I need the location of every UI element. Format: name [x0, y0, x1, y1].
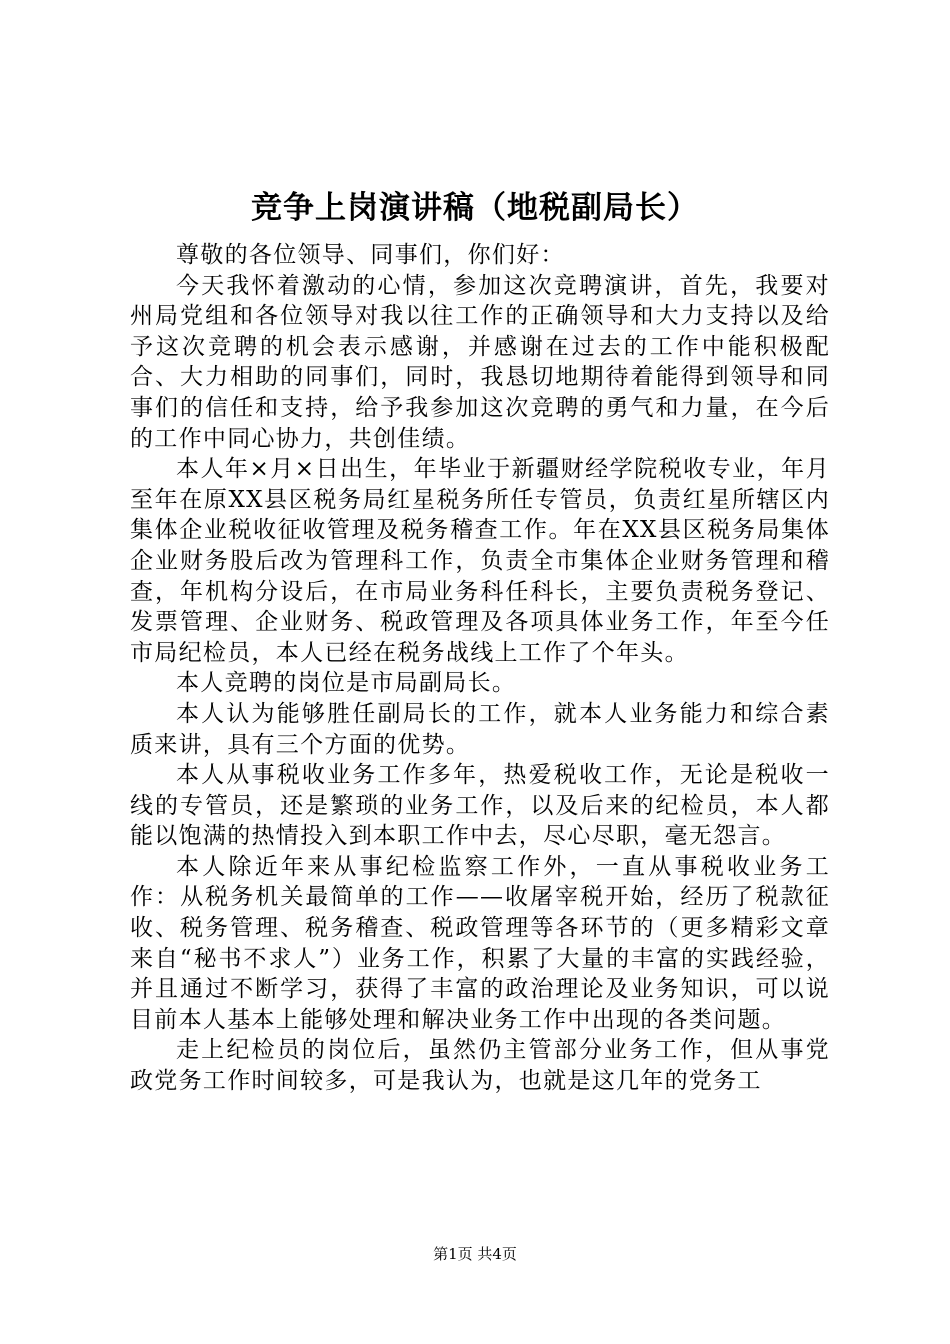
paragraph-advantage-3: 走上纪检员的岗位后，虽然仍主管部分业务工作，但从事党政党务工作时间较多，可是我认为，也就是这几年的党务工 — [130, 1037, 830, 1095]
paragraph-thanks: 今天我怀着激动的心情，参加这次竞聘演讲，首先，我要对州局党组和各位领导对我以往工作的正确领导和大力支持以及给予这次竞聘的机会表示感谢，并感谢在过去的工作中能积极配合、大力相助的同事们，同时，我恳切地期待着能得到领导和同事们的信任和支持，给予我参加这次竞聘的勇气和力量，在今后的工作中同心协力，共创佳绩。 — [130, 272, 830, 452]
paragraph-advantage-2: 本人除近年来从事纪检监察工作外，一直从事税收业务工作：从税务机关最简单的工作——收屠宰税开始，经历了税款征收、税务管理、税务稽查、税政管理等各环节的（更多精彩文章来自“秘书不求人”）业务工作，积累了大量的丰富的实践经验，并且通过不断学习，获得了丰富的政治理论及业务知识，可以说目前本人基本上能够处理和解决业务工作中出现的各类问题。 — [130, 853, 830, 1033]
document-title: 竞争上岗演讲稿（地税副局长） — [251, 190, 699, 226]
paragraph-background: 本人年×月×日出生，年毕业于新疆财经学院税收专业，年月至年在原XX县区税务局红星税务所任专管员，负责红星所辖区内集体企业税收征收管理及税务稽查工作。年在XX县区税务局集体企业财务股后改为管理科工作，负责全市集体企业财务管理和稽查，年机构分设后，在市局业务科任科长，主要负责税务登记、发票管理、企业财务、税政管理及各项具体业务工作，年至今任市局纪检员，本人已经在税务战线上工作了个年头。 — [130, 456, 830, 666]
document-body — [130, 240, 830, 1097]
page-number-footer: 第1页 共4页 — [433, 1245, 517, 1263]
paragraph-advantage-1: 本人从事税收业务工作多年，热爱税收工作，无论是税收一线的专管员，还是繁琐的业务工作，以及后来的纪检员，本人都能以饱满的热情投入到本职工作中去，尽心尽职，毫无怨言。 — [130, 762, 830, 850]
paragraph-greeting: 尊敬的各位领导、同事们，你们好： — [176, 242, 565, 268]
paragraph-position: 本人竞聘的岗位是市局副局长。 — [176, 670, 517, 697]
paragraph-qualification: 本人认为能够胜任副局长的工作，就本人业务能力和综合素质来讲，具有三个方面的优势。 — [130, 700, 830, 758]
